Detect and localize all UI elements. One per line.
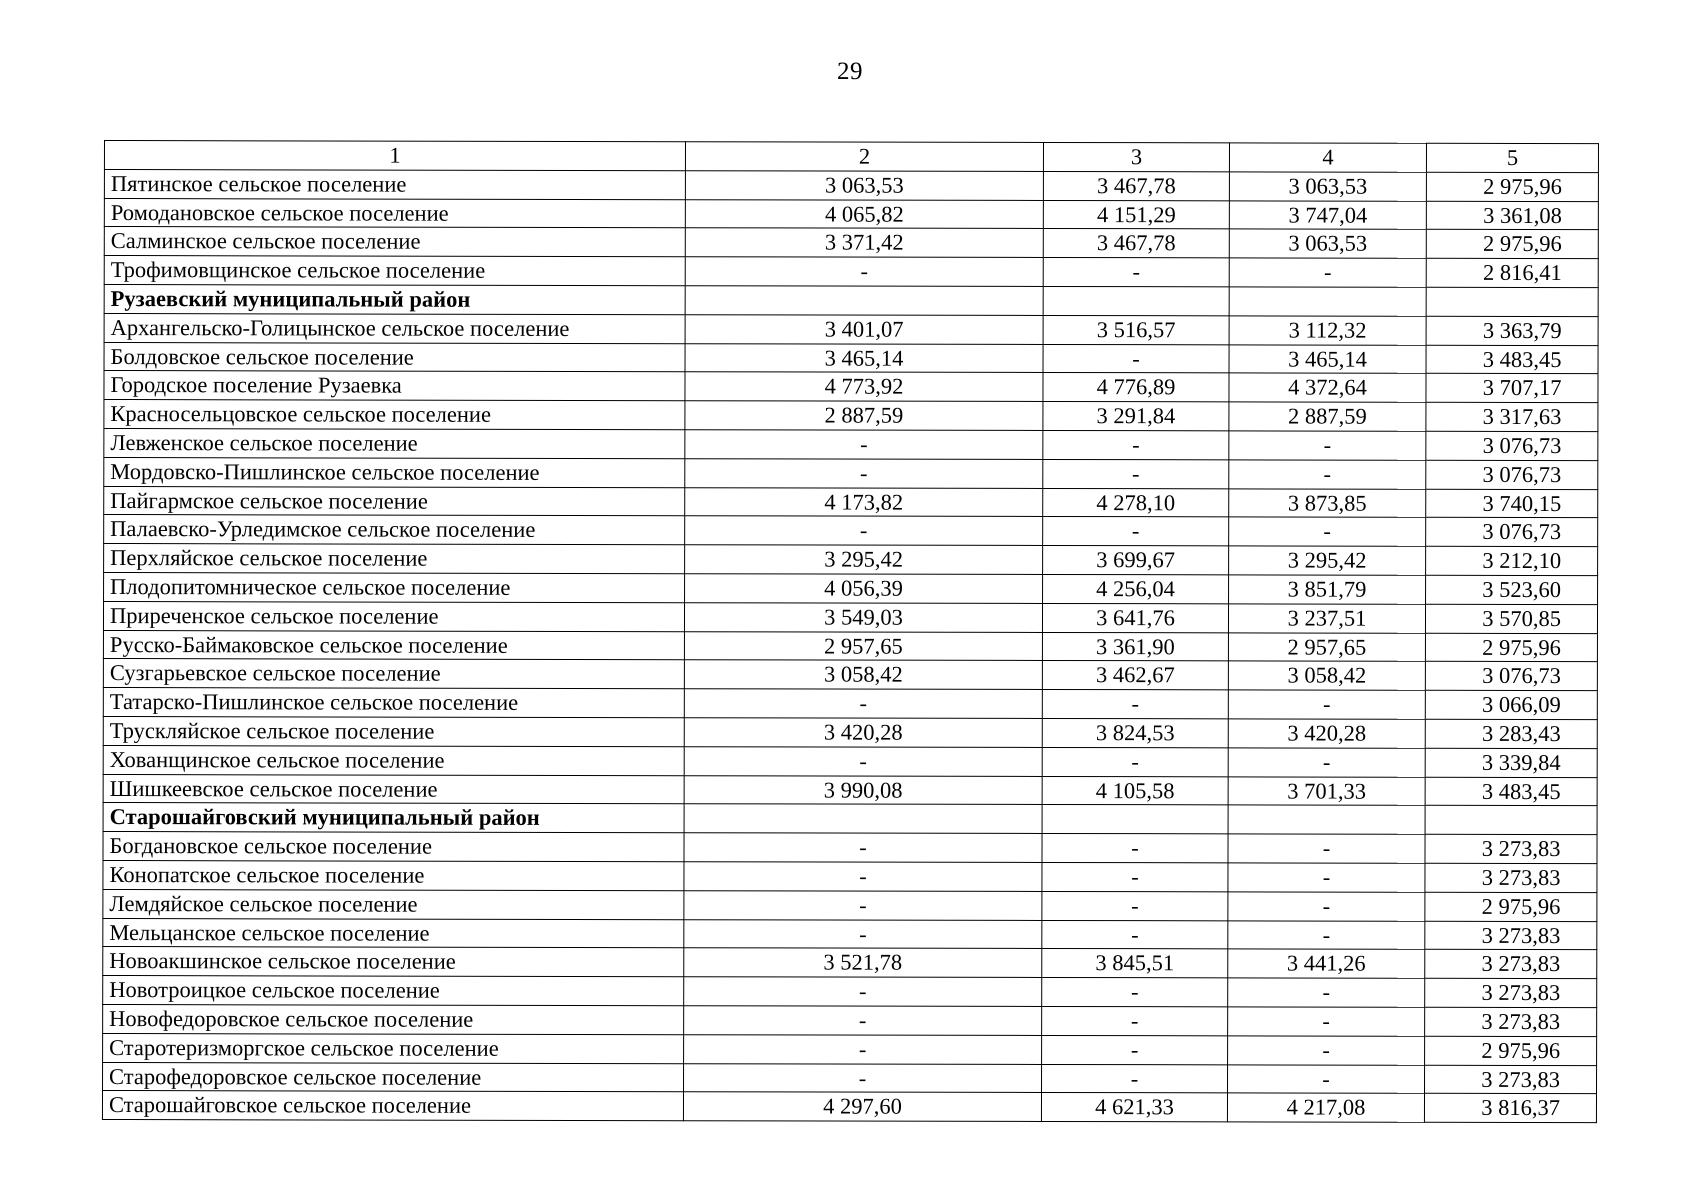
value-cell-col2: 3 549,03 — [684, 602, 1042, 632]
settlement-name: Богдановское сельское поселение — [103, 832, 684, 862]
settlement-name: Городское поселение Рузаевка — [104, 371, 685, 401]
value-cell-col3: 3 361,90 — [1042, 632, 1228, 661]
value-cell-col3 — [1043, 286, 1229, 315]
settlement-name: Старошайговское сельское поселение — [102, 1091, 683, 1121]
value-cell-col2: 2 957,65 — [684, 631, 1042, 661]
table-row — [103, 688, 1597, 720]
value-cell-col4: 3 237,51 — [1228, 604, 1425, 633]
value-cell-col4: - — [1228, 690, 1425, 719]
district-row — [103, 803, 1597, 835]
settlement-name: Шишкеевское сельское поселение — [103, 774, 684, 804]
value-cell-col3: - — [1042, 747, 1228, 776]
table-row — [104, 256, 1598, 288]
settlement-name: Старофедоровское сельское поселение — [103, 1062, 684, 1092]
settlement-name: Трускляйское сельское поселение — [103, 716, 684, 746]
table-row — [103, 601, 1597, 633]
value-cell-col3: - — [1042, 891, 1228, 920]
table-row — [103, 1033, 1597, 1065]
value-cell-col5: 3 066,09 — [1425, 690, 1597, 719]
value-cell-col3 — [1042, 805, 1228, 834]
page-number: 29 — [837, 58, 863, 85]
settlement-name: Сузгарьевское сельское поселение — [103, 659, 684, 689]
settlement-name: Болдовское сельское поселение — [104, 342, 685, 372]
column-header: 5 — [1426, 143, 1598, 172]
value-cell-col3: - — [1042, 978, 1228, 1007]
value-cell-col4 — [1229, 287, 1426, 316]
value-cell-col5: 3 339,84 — [1425, 748, 1597, 777]
table-body — [102, 169, 1598, 1122]
value-cell-col2: - — [684, 1063, 1042, 1093]
value-cell-col3: - — [1043, 258, 1229, 287]
value-cell-col4: - — [1228, 1036, 1425, 1065]
table-row — [104, 400, 1598, 432]
table-row — [104, 342, 1598, 374]
settlement-name: Лемдяйское сельское поселение — [103, 889, 684, 919]
value-cell-col2: - — [684, 1034, 1042, 1064]
table-row — [104, 544, 1598, 576]
column-header: 4 — [1229, 143, 1426, 172]
settlement-name: Красносельцовское сельское поселение — [104, 400, 685, 430]
value-cell-col4: - — [1228, 748, 1425, 777]
value-cell-col3: - — [1043, 459, 1229, 488]
value-cell-col2: - — [684, 1006, 1042, 1036]
value-cell-col5: 3 283,43 — [1425, 719, 1597, 748]
value-cell-col4: - — [1228, 920, 1425, 949]
table-row — [104, 486, 1598, 518]
value-cell-col4: 3 441,26 — [1228, 949, 1425, 978]
value-cell-col3: 3 467,78 — [1043, 229, 1229, 258]
value-cell-col2: - — [684, 862, 1042, 892]
column-header: 3 — [1043, 142, 1229, 171]
value-cell-col2: - — [685, 257, 1043, 287]
value-cell-col4: 3 420,28 — [1228, 719, 1425, 748]
value-cell-col2: 4 773,92 — [685, 372, 1043, 402]
value-cell-col2: - — [684, 746, 1042, 776]
table-row — [104, 457, 1598, 489]
value-cell-col2 — [685, 286, 1043, 316]
table-row — [104, 169, 1598, 201]
table-row — [104, 572, 1598, 604]
value-cell-col3: - — [1043, 517, 1229, 546]
value-cell-col4: - — [1228, 1064, 1425, 1093]
value-cell-col4: - — [1228, 978, 1425, 1007]
value-cell-col4: 2 887,59 — [1229, 402, 1426, 431]
value-cell-col5: 3 212,10 — [1426, 546, 1598, 575]
value-cell-col4: 3 851,79 — [1229, 575, 1426, 604]
value-cell-col5: 3 361,08 — [1426, 201, 1598, 230]
value-cell-col3: 4 776,89 — [1043, 373, 1229, 402]
table-row — [104, 227, 1598, 259]
value-cell-col2: - — [684, 890, 1042, 920]
district-name: Рузаевский муниципальный район — [104, 284, 685, 314]
settlement-name: Приреченское сельское поселение — [103, 601, 684, 631]
value-cell-col2: 3 295,42 — [685, 545, 1043, 575]
value-cell-col4: - — [1228, 863, 1425, 892]
value-cell-col2: - — [685, 430, 1043, 460]
settlement-name: Салминское сельское поселение — [104, 227, 685, 257]
value-cell-col3: 4 621,33 — [1041, 1093, 1227, 1122]
table-row — [104, 428, 1598, 460]
value-cell-col2: 3 401,07 — [685, 314, 1043, 344]
settlement-name: Мордовско-Пишлинское сельское поселение — [104, 457, 685, 487]
table-row — [103, 832, 1597, 864]
value-cell-col3: 4 151,29 — [1043, 200, 1229, 229]
value-cell-col2: - — [685, 516, 1043, 546]
settlement-name: Плодопитомническое сельское поселение — [104, 572, 685, 602]
value-cell-col5: 3 740,15 — [1426, 489, 1598, 518]
district-row — [104, 284, 1598, 316]
value-cell-col3: - — [1043, 430, 1229, 459]
value-cell-col2: 3 990,08 — [684, 775, 1042, 805]
value-cell-col3: 3 467,78 — [1043, 171, 1229, 200]
settlement-name: Конопатское сельское поселение — [103, 860, 684, 890]
value-cell-col5: 3 317,63 — [1426, 402, 1598, 431]
value-cell-col5: 3 273,83 — [1425, 1007, 1597, 1036]
value-cell-col3: 4 105,58 — [1042, 776, 1228, 805]
value-cell-col2: 3 058,42 — [684, 660, 1042, 690]
value-cell-col4: 3 063,53 — [1229, 172, 1426, 201]
table-row — [102, 1091, 1596, 1123]
value-cell-col5: 2 975,96 — [1425, 633, 1597, 662]
value-cell-col2: 3 371,42 — [685, 228, 1043, 258]
data-table — [102, 140, 1599, 1123]
table-row — [104, 313, 1598, 345]
value-cell-col3: 3 641,76 — [1042, 603, 1228, 632]
table-row — [104, 371, 1598, 403]
value-cell-col4: 3 295,42 — [1229, 546, 1426, 575]
value-cell-col3: - — [1042, 862, 1228, 891]
value-cell-col5: 3 076,73 — [1426, 431, 1598, 460]
value-cell-col4: - — [1228, 1007, 1425, 1036]
value-cell-col2: 3 465,14 — [685, 343, 1043, 373]
value-cell-col5: 3 076,73 — [1426, 518, 1598, 547]
value-cell-col3: - — [1042, 1064, 1228, 1093]
value-cell-col2: - — [685, 458, 1043, 488]
table-row — [103, 774, 1597, 806]
settlement-name: Новоакшинское сельское поселение — [103, 947, 684, 977]
value-cell-col4: 4 372,64 — [1229, 373, 1426, 402]
value-cell-col2: 3 063,53 — [685, 171, 1043, 201]
value-cell-col3: 3 462,67 — [1042, 661, 1228, 690]
settlement-name: Перхляйское сельское поселение — [104, 544, 685, 574]
settlement-name: Мельцанское сельское поселение — [103, 918, 684, 948]
value-cell-col3: 4 278,10 — [1043, 488, 1229, 517]
value-cell-col4: - — [1229, 517, 1426, 546]
value-cell-col4: 4 217,08 — [1227, 1093, 1424, 1122]
table-row — [103, 716, 1597, 748]
value-cell-col3: 3 824,53 — [1042, 718, 1228, 747]
value-cell-col5: 2 975,96 — [1426, 172, 1598, 201]
value-cell-col3: 3 845,51 — [1042, 949, 1228, 978]
value-cell-col4: 3 701,33 — [1228, 776, 1425, 805]
settlement-name: Трофимовщинское сельское поселение — [104, 256, 685, 286]
value-cell-col4: 3 873,85 — [1229, 488, 1426, 517]
settlement-name: Хованщинское сельское поселение — [103, 745, 684, 775]
table-row — [103, 947, 1597, 979]
value-cell-col2: - — [684, 689, 1042, 719]
settlement-name: Пятинское сельское поселение — [104, 169, 685, 199]
table-row — [103, 860, 1597, 892]
value-cell-col5: 3 273,83 — [1425, 978, 1597, 1007]
value-cell-col5: 3 273,83 — [1425, 834, 1597, 863]
value-cell-col3: 3 291,84 — [1043, 402, 1229, 431]
value-cell-col3: 4 256,04 — [1043, 574, 1229, 603]
district-name: Старошайговский муниципальный район — [103, 803, 684, 833]
value-cell-col2: 4 173,82 — [685, 487, 1043, 517]
value-cell-col5: 2 975,96 — [1426, 230, 1598, 259]
value-cell-col3: 3 699,67 — [1043, 546, 1229, 575]
value-cell-col5: 3 076,73 — [1425, 662, 1597, 691]
settlement-name: Пайгармское сельское поселение — [104, 486, 685, 516]
value-cell-col5: 2 975,96 — [1425, 892, 1597, 921]
value-cell-col2: 2 887,59 — [685, 401, 1043, 431]
value-cell-col2: 3 521,78 — [684, 948, 1042, 978]
value-cell-col3: - — [1043, 344, 1229, 373]
table-row — [103, 976, 1597, 1008]
value-cell-col5: 3 076,73 — [1426, 460, 1598, 489]
table-row — [104, 198, 1598, 230]
value-cell-col2: - — [684, 919, 1042, 949]
value-cell-col2: 4 065,82 — [685, 199, 1043, 229]
value-cell-col3: - — [1042, 1006, 1228, 1035]
column-header: 2 — [685, 142, 1043, 172]
settlement-name: Палаевско-Урледимское сельское поселение — [104, 515, 685, 545]
settlement-name: Татарско-Пишлинское сельское поселение — [103, 688, 684, 718]
value-cell-col4: 2 957,65 — [1228, 632, 1425, 661]
value-cell-col4 — [1228, 805, 1425, 834]
value-cell-col4: 3 465,14 — [1229, 344, 1426, 373]
value-cell-col2: 4 297,60 — [683, 1092, 1041, 1122]
value-cell-col2 — [684, 804, 1042, 834]
value-cell-col4: - — [1228, 892, 1425, 921]
value-cell-col5: 3 707,17 — [1426, 374, 1598, 403]
value-cell-col5: 3 483,45 — [1426, 345, 1598, 374]
value-cell-col5 — [1426, 287, 1598, 316]
table-row — [103, 889, 1597, 921]
settlement-name: Новотроицкое сельское поселение — [103, 976, 684, 1006]
value-cell-col5: 2 816,41 — [1426, 258, 1598, 287]
value-cell-col5: 3 273,83 — [1425, 1065, 1597, 1094]
value-cell-col5: 3 273,83 — [1425, 863, 1597, 892]
value-cell-col3: - — [1042, 1035, 1228, 1064]
value-cell-col4: - — [1229, 460, 1426, 489]
value-cell-col5 — [1425, 806, 1597, 835]
value-cell-col5: 3 483,45 — [1425, 777, 1597, 806]
settlement-name: Архангельско-Голицынское сельское поселение — [104, 313, 685, 343]
table-row — [104, 515, 1598, 547]
value-cell-col4: 3 058,42 — [1228, 661, 1425, 690]
value-cell-col2: - — [684, 977, 1042, 1007]
value-cell-col5: 3 570,85 — [1425, 604, 1597, 633]
settlement-name: Старотеризморгское сельское поселение — [103, 1033, 684, 1063]
table-row — [103, 1062, 1597, 1094]
value-cell-col3: - — [1042, 920, 1228, 949]
settlement-name: Новофедоровское сельское поселение — [103, 1004, 684, 1034]
value-cell-col5: 3 363,79 — [1426, 316, 1598, 345]
value-cell-col2: 3 420,28 — [684, 718, 1042, 748]
value-cell-col4: - — [1229, 431, 1426, 460]
value-cell-col5: 3 523,60 — [1426, 575, 1598, 604]
value-cell-col5: 3 816,37 — [1424, 1094, 1596, 1123]
column-header: 1 — [104, 141, 685, 171]
table-row — [103, 745, 1597, 777]
table-header-row — [104, 141, 1598, 173]
settlement-name: Левженское сельское поселение — [104, 428, 685, 458]
value-cell-col5: 3 273,83 — [1425, 950, 1597, 979]
value-cell-col4: 3 063,53 — [1229, 229, 1426, 258]
value-cell-col3: - — [1042, 834, 1228, 863]
value-cell-col5: 2 975,96 — [1425, 1036, 1597, 1065]
table-row — [103, 659, 1597, 691]
value-cell-col4: - — [1228, 834, 1425, 863]
table-row — [103, 1004, 1597, 1036]
value-cell-col2: - — [684, 833, 1042, 863]
value-cell-col3: 3 516,57 — [1043, 315, 1229, 344]
settlement-name: Ромодановское сельское поселение — [104, 198, 685, 228]
value-cell-col3: - — [1042, 690, 1228, 719]
table-row — [103, 630, 1597, 662]
table-row — [103, 918, 1597, 950]
value-cell-col4: - — [1229, 258, 1426, 287]
value-cell-col4: 3 112,32 — [1229, 316, 1426, 345]
value-cell-col5: 3 273,83 — [1425, 921, 1597, 950]
settlement-name: Русско-Баймаковское сельское поселение — [103, 630, 684, 660]
value-cell-col4: 3 747,04 — [1229, 200, 1426, 229]
value-cell-col2: 4 056,39 — [685, 574, 1043, 604]
